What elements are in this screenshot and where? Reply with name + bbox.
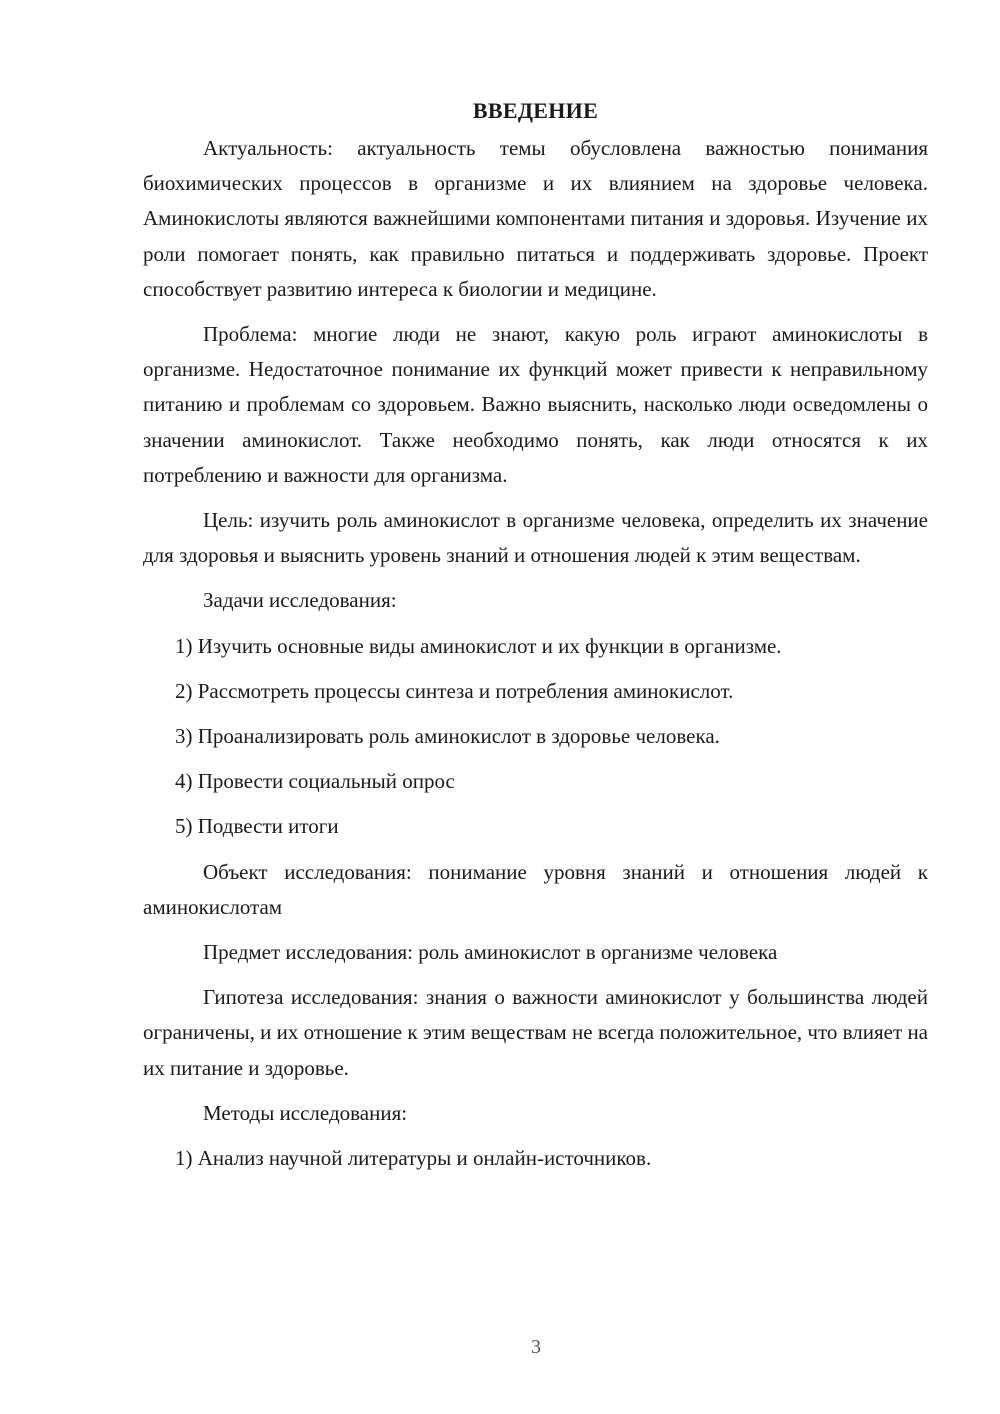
tasks-list: [143, 629, 928, 845]
method-item-1: 1) Анализ научной литературы и онлайн-источников.: [175, 1146, 652, 1171]
relevance-paragraph: Актуальность: актуальность темы обусловлена важностью понимания биохимических процессов в организме и их влиянием на здоровье человека. Аминокислоты являются важнейшими компонентами питания и здоровья. Изучение их роли помогает понять, как правильно питаться и поддерживать здоровье. Проект способствует развитию интереса к биологии и медицине.: [143, 136, 928, 301]
task-item-2: 2) Рассмотреть процессы синтеза и потребления аминокислот.: [175, 678, 734, 703]
task-item-3: 3) Проанализировать роль аминокислот в здоровье человека.: [175, 724, 720, 749]
goal-paragraph: Цель: изучить роль аминокислот в организме человека, определить их значение для здоровья и выяснить уровень знаний и отношения людей к этим веществам.: [143, 508, 928, 568]
problem-paragraph: Проблема: многие люди не знают, какую роль играют аминокислоты в организме. Недостаточное понимание их функций может привести к неправильному питанию и проблемам со здоровьем. Важно выяснить, насколько люди осведомлены о значении аминокислот. Также необходимо понять, как люди относятся к их потреблению и важности для организма.: [143, 322, 928, 487]
subject-paragraph: Предмет исследования: роль аминокислот в организме человека: [203, 940, 778, 965]
methods-heading: Методы исследования:: [203, 1100, 408, 1125]
object-paragraph: Объект исследования: понимание уровня знаний и отношения людей к аминокислотам: [143, 859, 928, 919]
page-number: 3: [531, 1336, 541, 1358]
section-title: ВВЕДЕНИЕ: [472, 98, 599, 123]
task-item-5: 5) Подвести итоги: [175, 814, 339, 839]
methods-list: [143, 1141, 928, 1176]
hypothesis-paragraph: Гипотеза исследования: знания о важности аминокислот у большинства людей ограничены, и их отношение к этим веществам не всегда положительное, что влияет на их питание и здоровье.: [143, 985, 928, 1080]
tasks-heading: Задачи исследования:: [203, 588, 397, 613]
page-content: [143, 96, 928, 1186]
task-item-4: 4) Провести социальный опрос: [175, 769, 455, 794]
task-item-1: 1) Изучить основные виды аминокислот и их функции в организме.: [175, 633, 782, 658]
